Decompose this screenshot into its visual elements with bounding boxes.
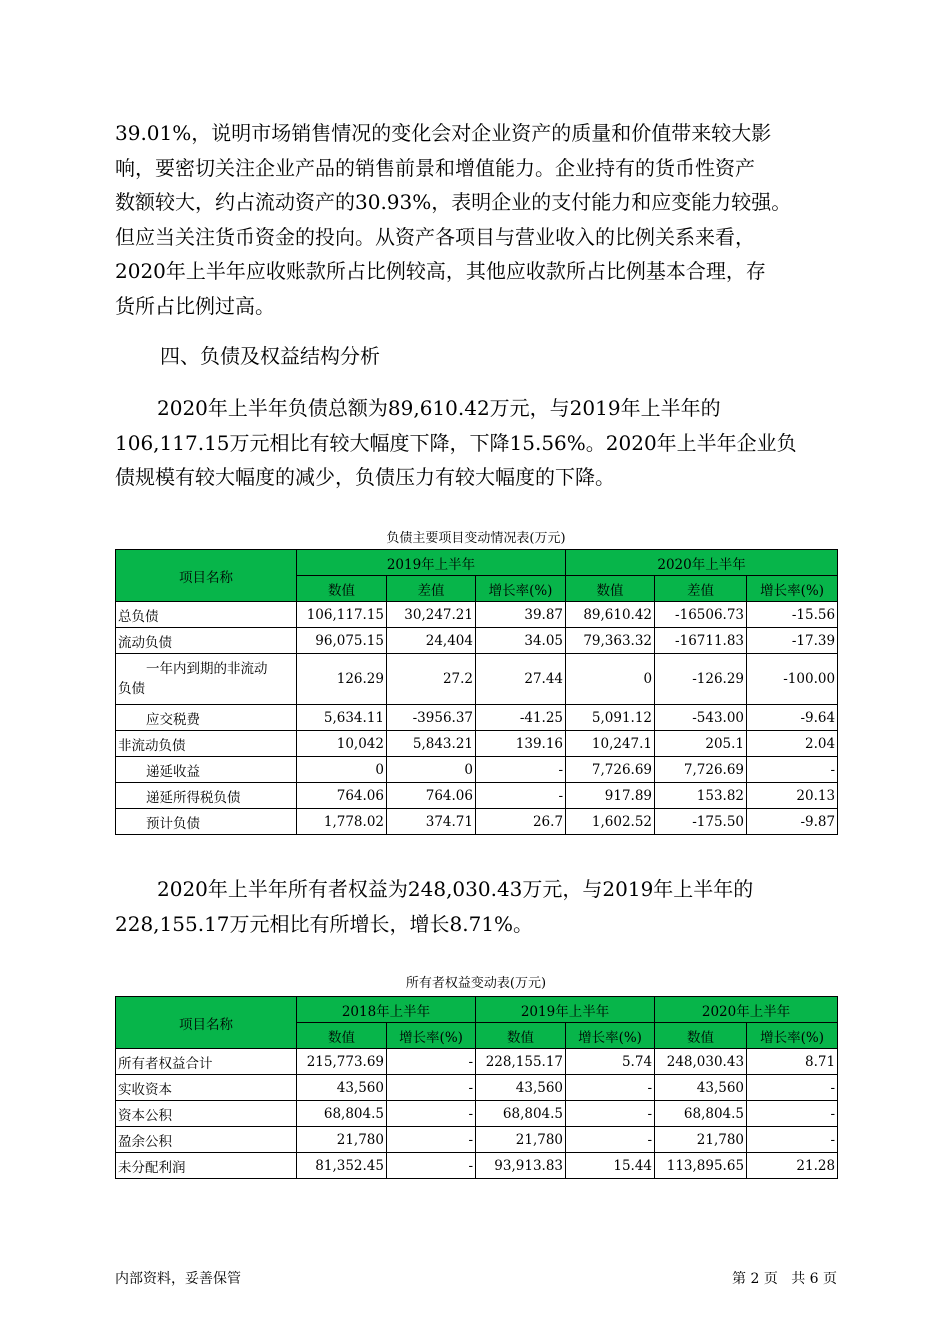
cell: 20.13: [747, 783, 838, 809]
cell: 106,117.15: [297, 602, 387, 628]
subheader: 数值: [655, 1023, 747, 1049]
cell: 153.82: [655, 783, 747, 809]
subheader: 增长率(%): [476, 576, 566, 602]
table-row: [116, 1127, 838, 1153]
cell: 24,404: [387, 628, 476, 654]
cell: 79,363.32: [566, 628, 655, 654]
cell: -17.39: [747, 628, 838, 654]
cell: -543.00: [655, 705, 747, 731]
cell: 205.1: [655, 731, 747, 757]
text-line: 228,155.17万元相比有所增长，增长8.71%。: [115, 911, 534, 936]
equity-table: [115, 996, 838, 1179]
cell: -9.64: [747, 705, 838, 731]
cell: 5.74: [566, 1049, 655, 1075]
table-row: [116, 602, 838, 628]
section-heading: 四、负债及权益结构分析: [160, 344, 380, 368]
text-line: 债规模有较大幅度的减少，负债压力有较大幅度的下降。: [115, 465, 615, 489]
row-label: 应交税费: [116, 705, 297, 731]
header-group-2019: 2019年上半年: [297, 550, 566, 576]
cell: 10,247.1: [566, 731, 655, 757]
cell: -: [476, 757, 566, 783]
cell: -9.87: [747, 809, 838, 835]
cell: 43,560: [476, 1075, 566, 1101]
row-label: 未分配利润: [116, 1153, 297, 1179]
cell: -16506.73: [655, 602, 747, 628]
cell: 68,804.5: [297, 1101, 387, 1127]
cell: 21.28: [747, 1153, 838, 1179]
cell: 27.2: [387, 654, 476, 705]
cell: 89,610.42: [566, 602, 655, 628]
table-caption-equity: 所有者权益变动表(万元): [405, 976, 547, 991]
cell: 374.71: [387, 809, 476, 835]
text-line: 39.01%，说明市场销售情况的变化会对企业资产的质量和价值带来较大影: [115, 121, 772, 145]
footer-page-number: 第 2 页 共 6 页: [732, 1271, 837, 1287]
table-row: [116, 731, 838, 757]
table-row: [116, 1153, 838, 1179]
cell: 2.04: [747, 731, 838, 757]
cell: 21,780: [655, 1127, 747, 1153]
table-row: [116, 809, 838, 835]
cell: 21,780: [297, 1127, 387, 1153]
text-line: 106,117.15万元相比有较大幅度下降，下降15.56%。2020年上半年企业负: [115, 430, 797, 455]
cell: 7,726.69: [566, 757, 655, 783]
header-group-2020: 2020年上半年: [655, 997, 838, 1023]
cell: 215,773.69: [297, 1049, 387, 1075]
row-label: 实收资本: [116, 1075, 297, 1101]
cell: -126.29: [655, 654, 747, 705]
liabilities-table: [115, 549, 838, 835]
cell: 5,634.11: [297, 705, 387, 731]
row-label-line: 负债: [118, 681, 145, 697]
row-label: 资本公积: [116, 1101, 297, 1127]
cell: 96,075.15: [297, 628, 387, 654]
cell: 139.16: [476, 731, 566, 757]
cell: 34.05: [476, 628, 566, 654]
subheader: 数值: [476, 1023, 566, 1049]
table-row: [116, 628, 838, 654]
cell: -: [747, 1127, 838, 1153]
cell: 0: [387, 757, 476, 783]
table-row: [116, 783, 838, 809]
cell: -15.56: [747, 602, 838, 628]
cell: -: [387, 1049, 476, 1075]
cell: -: [566, 1127, 655, 1153]
cell: 764.06: [387, 783, 476, 809]
text-line: 2020年上半年应收账款所占比例较高，其他应收款所占比例基本合理，存: [115, 259, 766, 283]
cell: 1,602.52: [566, 809, 655, 835]
cell: 5,843.21: [387, 731, 476, 757]
subheader: 差值: [387, 576, 476, 602]
header-group-2020: 2020年上半年: [566, 550, 838, 576]
header-item-name: 项目名称: [116, 550, 297, 602]
cell: -100.00: [747, 654, 838, 705]
cell: 228,155.17: [476, 1049, 566, 1075]
row-label: 所有者权益合计: [116, 1049, 297, 1075]
row-label: 递延所得税负债: [116, 783, 297, 809]
row-label: 非流动负债: [116, 731, 297, 757]
table-caption-liabilities: 负债主要项目变动情况表(万元): [386, 531, 566, 546]
header-group-2019: 2019年上半年: [476, 997, 655, 1023]
cell: 0: [297, 757, 387, 783]
subheader: 增长率(%): [747, 1023, 838, 1049]
cell: -: [566, 1075, 655, 1101]
subheader: 数值: [297, 1023, 387, 1049]
table-row: [116, 1075, 838, 1101]
cell: -3956.37: [387, 705, 476, 731]
cell: 39.87: [476, 602, 566, 628]
paragraph-equity-summary: [115, 872, 840, 941]
cell: 30,247.21: [387, 602, 476, 628]
cell: -: [387, 1127, 476, 1153]
subheader: 增长率(%): [387, 1023, 476, 1049]
header-item-name: 项目名称: [116, 997, 297, 1049]
cell: 81,352.45: [297, 1153, 387, 1179]
cell: -: [387, 1153, 476, 1179]
cell: 15.44: [566, 1153, 655, 1179]
cell: -: [747, 1075, 838, 1101]
subheader: 增长率(%): [747, 576, 838, 602]
cell: 764.06: [297, 783, 387, 809]
table-row: [116, 1049, 838, 1075]
paragraph-liability-summary: [115, 391, 840, 495]
cell: -: [747, 1101, 838, 1127]
cell: 21,780: [476, 1127, 566, 1153]
cell: 93,913.83: [476, 1153, 566, 1179]
subheader: 数值: [297, 576, 387, 602]
cell: 43,560: [297, 1075, 387, 1101]
row-label: 预计负债: [116, 809, 297, 835]
cell: 27.44: [476, 654, 566, 705]
subheader: 数值: [566, 576, 655, 602]
cell: 10,042: [297, 731, 387, 757]
cell: -: [387, 1101, 476, 1127]
subheader: 差值: [655, 576, 747, 602]
text-line: 但应当关注货币资金的投向。从资产各项目与营业收入的比例关系来看，: [115, 224, 755, 249]
cell: 248,030.43: [655, 1049, 747, 1075]
text-line: 货所占比例过高。: [115, 293, 275, 318]
cell: 0: [566, 654, 655, 705]
cell: 1,778.02: [297, 809, 387, 835]
subheader: 增长率(%): [566, 1023, 655, 1049]
table-row: [116, 654, 838, 705]
cell: 68,804.5: [476, 1101, 566, 1127]
cell: 126.29: [297, 654, 387, 705]
row-label-line: 一年内到期的非流动: [146, 661, 268, 677]
text-line: 响，要密切关注企业产品的销售前景和增值能力。企业持有的货币性资产: [115, 155, 755, 180]
row-label: 总负债: [116, 602, 297, 628]
row-label: [116, 654, 297, 705]
cell: 917.89: [566, 783, 655, 809]
cell: 68,804.5: [655, 1101, 747, 1127]
text-line: 2020年上半年负债总额为89,610.42万元，与2019年上半年的: [157, 396, 721, 420]
row-label: 递延收益: [116, 757, 297, 783]
row-label: 盈余公积: [116, 1127, 297, 1153]
text-line: 2020年上半年所有者权益为248,030.43万元，与2019年上半年的: [157, 877, 754, 901]
text-line: 数额较大，约占流动资产的30.93%，表明企业的支付能力和应变能力较强。: [115, 190, 792, 214]
cell: -16711.83: [655, 628, 747, 654]
cell: 43,560: [655, 1075, 747, 1101]
table-row: [116, 757, 838, 783]
footer-confidential-note: 内部资料，妥善保管: [115, 1271, 241, 1287]
header-group-2018: 2018年上半年: [297, 997, 476, 1023]
cell: -41.25: [476, 705, 566, 731]
cell: 7,726.69: [655, 757, 747, 783]
cell: -: [476, 783, 566, 809]
cell: -: [387, 1075, 476, 1101]
cell: 5,091.12: [566, 705, 655, 731]
table-row: [116, 1101, 838, 1127]
cell: -: [566, 1101, 655, 1127]
table-row: [116, 705, 838, 731]
cell: 26.7: [476, 809, 566, 835]
paragraph-asset-summary: [115, 116, 840, 323]
cell: -: [747, 757, 838, 783]
cell: -175.50: [655, 809, 747, 835]
row-label: 流动负债: [116, 628, 297, 654]
cell: 113,895.65: [655, 1153, 747, 1179]
cell: 8.71: [747, 1049, 838, 1075]
